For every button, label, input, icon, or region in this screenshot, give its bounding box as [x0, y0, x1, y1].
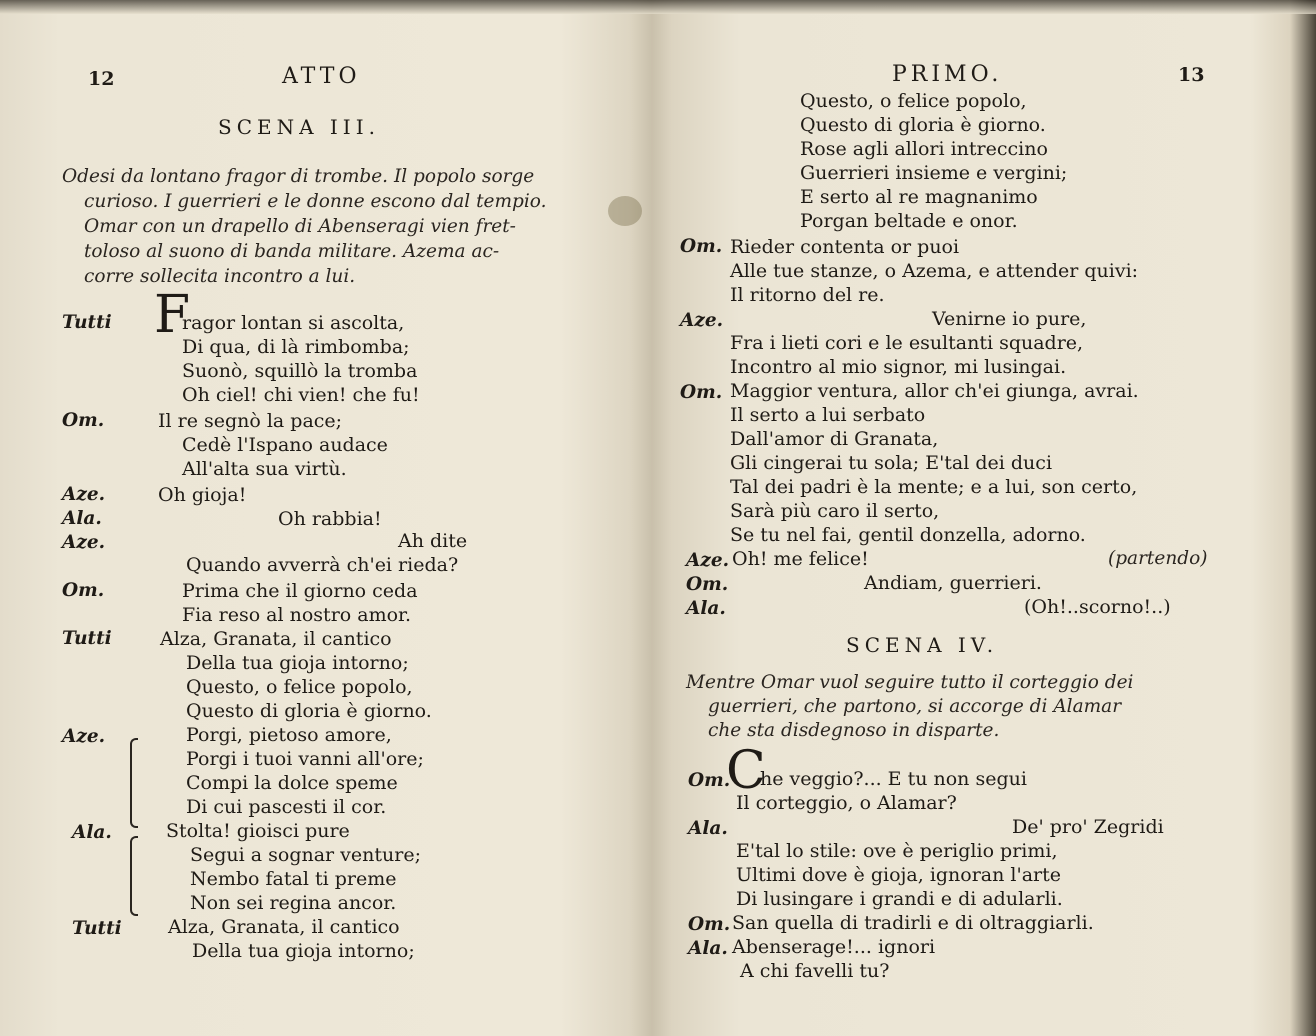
verse-line: Se tu nel fai, gentil donzella, adorno.: [730, 524, 1086, 546]
speaker-label: Aze.: [686, 550, 730, 571]
stage-direction-line: curioso. I guerrieri e le donne escono dal tempio.: [84, 191, 547, 212]
scene-title: SCENA III.: [218, 115, 380, 139]
verse-line: Fia reso al nostro amor.: [182, 604, 412, 626]
stage-direction-line: toloso al suono di banda militare. Azema ac-: [84, 241, 500, 262]
speaker-label: Aze.: [680, 310, 724, 331]
verse-line: Di lusingare i grandi e di adularli.: [736, 888, 1063, 910]
verse-line: Dall'amor di Granata,: [730, 428, 939, 450]
speaker-label: Tutti: [62, 312, 112, 333]
verse-line: Incontro al mio signor, mi lusingai.: [730, 356, 1067, 378]
verse-line: Di qua, di là rimbomba;: [182, 336, 410, 358]
verse-line: Rose agli allori intreccino: [800, 138, 1048, 160]
speaker-label: Aze.: [62, 532, 106, 553]
stage-direction-line: guerrieri, che partono, si accorge di Alamar: [708, 696, 1122, 717]
speaker-label: Om.: [680, 236, 723, 257]
verse-line: Questo di gloria è giorno.: [186, 700, 432, 722]
verse-line: Abenserage!... ignori: [732, 936, 936, 958]
verse-line: Tal dei padri è la mente; e a lui, son certo,: [730, 476, 1138, 498]
speaker-label: Om.: [688, 770, 731, 791]
verse-line: Ultimi dove è gioja, ignoran l'arte: [736, 864, 1062, 886]
verse-line: Il serto a lui serbato: [730, 404, 926, 426]
verse-line: De' pro' Zegridi: [1012, 816, 1164, 838]
verse-line: San quella di tradirli e di oltraggiarli.: [732, 912, 1094, 934]
verse-line: Prima che il giorno ceda: [182, 580, 418, 602]
verse-line: Maggior ventura, allor ch'ei giunga, avrai.: [730, 380, 1139, 402]
verse-line: Alza, Granata, il cantico: [160, 628, 392, 650]
running-header: PRIMO.: [892, 62, 1003, 87]
verse-line: Questo, o felice popolo,: [186, 676, 413, 698]
verse-line: Alza, Granata, il cantico: [168, 916, 400, 938]
speaker-label: Om.: [62, 580, 105, 601]
verse-line: Alle tue stanze, o Azema, e attender quivi:: [730, 260, 1139, 282]
verse-line: Nembo fatal ti preme: [190, 868, 397, 890]
verse-line: Suonò, squillò la tromba: [182, 360, 418, 382]
verse-line: Della tua gioja intorno;: [192, 940, 415, 962]
verse-line: Rieder contenta or puoi: [730, 236, 960, 258]
verse-line: A chi favelli tu?: [740, 960, 890, 982]
verse-line: Di cui pascesti il cor.: [186, 796, 387, 818]
speaker-label: Ala.: [686, 598, 726, 619]
verse-line: Segui a sognar venture;: [190, 844, 421, 866]
verse-line: Oh! me felice!: [732, 548, 869, 570]
verse-line: Guerrieri insieme e vergini;: [800, 162, 1068, 184]
speaker-label: Om.: [688, 914, 731, 935]
verse-line: Sarà più caro il serto,: [730, 500, 940, 522]
verse-line: Il ritorno del re.: [730, 284, 885, 306]
verse-line: Il corteggio, o Alamar?: [736, 792, 957, 814]
speaker-label: Ala.: [62, 508, 102, 529]
page-number: 13: [1178, 64, 1205, 86]
verse-line: Porgi i tuoi vanni all'ore;: [186, 748, 424, 770]
verse-line: Gli cingerai tu sola; E'tal dei duci: [730, 452, 1053, 474]
stage-direction-line: Odesi da lontano fragor di trombe. Il popolo sorge: [62, 166, 535, 187]
brace-left-lower: [130, 836, 138, 916]
verse-line: Porgi, pietoso amore,: [186, 724, 392, 746]
verse-line: Fra i lieti cori e le esultanti squadre,: [730, 332, 1084, 354]
speaker-label: Ala.: [688, 938, 728, 959]
verse-line: Il re segnò la pace;: [158, 410, 343, 432]
speaker-label: Om.: [686, 574, 729, 595]
verse-line: Andiam, guerrieri.: [864, 572, 1042, 594]
left-page: [0, 0, 640, 1036]
brace-left-upper: [130, 738, 138, 828]
verse-line: (Oh!..scorno!..): [1024, 596, 1171, 618]
verse-line: Non sei regina ancor.: [190, 892, 397, 914]
verse-line: Quando avverrà ch'ei rieda?: [186, 554, 459, 576]
speaker-label: Ala.: [72, 822, 112, 843]
speaker-label: Aze.: [62, 484, 106, 505]
speaker-label: Aze.: [62, 726, 106, 747]
stage-direction-line: che sta disdegnoso in disparte.: [708, 720, 1000, 741]
verse-line: Venirne io pure,: [932, 308, 1087, 330]
page-number: 12: [88, 68, 115, 90]
verse-line: E'tal lo stile: ove è periglio primi,: [736, 840, 1058, 862]
scene-title: SCENA IV.: [846, 633, 999, 657]
speaker-label: Om.: [62, 410, 105, 431]
stage-direction-line: corre sollecita incontro a lui.: [84, 266, 356, 287]
verse-line: Oh ciel! chi vien! che fu!: [182, 384, 420, 406]
verse-line: Oh rabbia!: [278, 508, 382, 530]
running-header: ATTO: [282, 64, 361, 89]
verse-line: ragor lontan si ascolta,: [182, 312, 405, 334]
drop-cap: F: [154, 285, 191, 345]
verse-line: Della tua gioja intorno;: [186, 652, 409, 674]
verse-line: Questo di gloria è giorno.: [800, 114, 1046, 136]
speaker-label: Ala.: [688, 818, 728, 839]
verse-line: Stolta! gioisci pure: [166, 820, 350, 842]
verse-line: Oh gioja!: [158, 484, 247, 506]
right-page: [660, 0, 1290, 1036]
stage-direction-line: Omar con un drapello di Abenseragi vien fret-: [84, 216, 516, 237]
verse-line: Cedè l'Ispano audace: [182, 434, 388, 456]
speaker-label: Tutti: [72, 918, 122, 939]
verse-line: Porgan beltade e onor.: [800, 210, 1018, 232]
stage-aside: (partendo): [1108, 548, 1208, 569]
verse-line: All'alta sua virtù.: [182, 458, 347, 480]
verse-line: E serto al re magnanimo: [800, 186, 1038, 208]
verse-line: Questo, o felice popolo,: [800, 90, 1027, 112]
verse-line: Compi la dolce speme: [186, 772, 398, 794]
verse-line: he veggio?... E tu non segui: [760, 768, 1027, 790]
speaker-label: Tutti: [62, 628, 112, 649]
speaker-label: Om.: [680, 382, 723, 403]
stage-direction-line: Mentre Omar vuol seguire tutto il corteggio dei: [686, 672, 1134, 693]
drop-cap: C: [726, 741, 766, 801]
verse-line: Ah dite: [398, 530, 468, 552]
